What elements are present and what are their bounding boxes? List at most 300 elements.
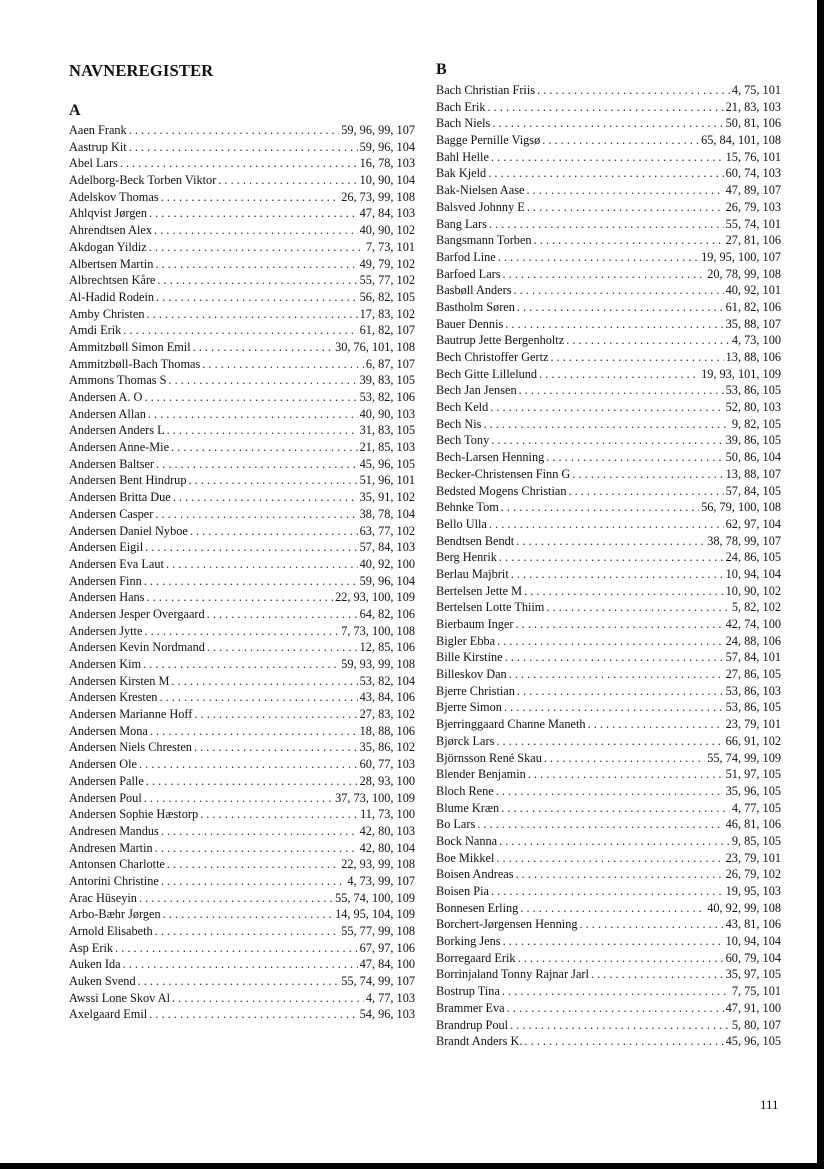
- dot-leader: [149, 239, 364, 256]
- entry-pages: 47, 84, 103: [359, 206, 415, 221]
- entry-pages: 43, 81, 106: [725, 917, 781, 932]
- dot-leader: [496, 733, 723, 750]
- entry-pages: 55, 74, 99, 107: [341, 974, 415, 989]
- index-entry: [69, 973, 415, 990]
- dot-leader: [518, 950, 724, 967]
- index-entry: [69, 256, 415, 273]
- index-entry: [69, 689, 415, 706]
- index-entry: [436, 483, 781, 500]
- entry-pages: 61, 82, 106: [725, 299, 781, 314]
- index-entry: [69, 523, 415, 540]
- dot-leader: [498, 249, 699, 266]
- entry-name: Amdi Erik: [69, 323, 122, 338]
- entry-name: Barfoed Lars: [436, 266, 501, 281]
- entry-pages: 31, 83, 105: [359, 423, 415, 438]
- index-entry: [69, 472, 415, 489]
- entry-pages: 60, 77, 103: [359, 757, 415, 772]
- entry-name: Auken Ida: [69, 957, 121, 972]
- index-entry: [69, 339, 415, 356]
- dot-leader: [166, 556, 358, 573]
- dot-leader: [161, 873, 346, 890]
- index-entry: [436, 366, 781, 383]
- entry-pages: 35, 96, 105: [725, 783, 781, 798]
- entry-pages: 7, 73, 101: [365, 239, 415, 254]
- dot-leader: [477, 816, 723, 833]
- entry-pages: 7, 73, 100, 108: [341, 623, 415, 638]
- dot-leader: [161, 189, 340, 206]
- dot-leader: [146, 589, 333, 606]
- entry-name: Bang Lars: [436, 216, 487, 231]
- index-entry: [436, 733, 781, 750]
- entry-name: Bedsted Mogens Christian: [436, 483, 567, 498]
- dot-leader: [154, 222, 358, 239]
- index-entry: [436, 933, 781, 950]
- index-entry: [436, 766, 781, 783]
- index-entry: [436, 800, 781, 817]
- dot-leader: [150, 723, 358, 740]
- entry-name: Andersen Anders L: [69, 423, 165, 438]
- entry-pages: 55, 77, 99, 108: [341, 924, 415, 938]
- entry-name: Ammitzbøll Simon Emil: [69, 339, 191, 354]
- index-entry: [69, 623, 415, 640]
- entry-name: Bo Lars: [436, 817, 476, 832]
- entry-name: Bagge Pernille Vigsø: [436, 133, 541, 148]
- index-entry: [436, 750, 781, 767]
- entry-pages: 50, 86, 104: [725, 450, 781, 465]
- entry-name: Andersen Kirsten M: [69, 673, 170, 688]
- entry-name: Bak-Nielsen Aase: [436, 183, 525, 198]
- entry-pages: 35, 88, 107: [725, 316, 781, 331]
- entry-name: Bech Gitte Lillelund: [436, 366, 538, 381]
- entry-pages: 64, 82, 106: [359, 606, 415, 621]
- entry-name: Bech Christoffer Gertz: [436, 350, 549, 364]
- entry-name: Brandt Anders K.: [436, 1034, 523, 1049]
- entry-name: Al-Hadid Rodein: [69, 289, 155, 304]
- entry-pages: 57, 84, 101: [725, 650, 781, 665]
- dot-leader: [497, 633, 724, 650]
- dot-leader: [188, 472, 357, 489]
- index-entry: [69, 406, 415, 423]
- dot-leader: [544, 750, 705, 767]
- entry-name: Bak Kjeld: [436, 166, 487, 181]
- index-entry: [69, 956, 415, 973]
- entry-name: Ahrendtsen Alex: [69, 223, 152, 238]
- index-entry: [69, 322, 415, 339]
- entry-pages: 4, 73, 100: [731, 333, 781, 348]
- index-entry: [69, 639, 415, 656]
- index-entry: [69, 356, 415, 373]
- entry-pages: 30, 76, 101, 108: [335, 339, 415, 354]
- entry-name: Bertelsen Lotte Thiim: [436, 600, 545, 615]
- dot-leader: [144, 623, 339, 640]
- entry-name: Andersen Kresten: [69, 690, 158, 705]
- dot-leader: [148, 406, 358, 423]
- entry-pages: 65, 84, 101, 108: [701, 133, 781, 148]
- entry-name: Behnke Tom: [436, 500, 499, 515]
- entry-pages: 60, 74, 103: [725, 166, 781, 181]
- entry-pages: 52, 80, 103: [725, 400, 781, 415]
- entry-name: Adelskov Thomas: [69, 189, 159, 204]
- index-entry: [436, 533, 781, 550]
- index-entry: [69, 756, 415, 773]
- entry-pages: 35, 86, 102: [359, 740, 415, 755]
- entry-name: Andersen Kim: [69, 657, 142, 671]
- dot-leader: [504, 699, 724, 716]
- dot-leader: [194, 739, 358, 756]
- entry-name: Bjørck Lars: [436, 733, 495, 748]
- entry-pages: 40, 90, 103: [359, 406, 415, 421]
- entry-pages: 39, 86, 105: [725, 433, 781, 448]
- index-entry: [69, 222, 415, 239]
- index-column-a: [69, 102, 415, 1023]
- dot-leader: [146, 773, 358, 790]
- entry-pages: 40, 90, 102: [359, 223, 415, 238]
- entry-name: Bech Nis: [436, 416, 482, 431]
- dot-leader: [161, 823, 358, 840]
- entry-name: Berlau Majbrit: [436, 566, 509, 581]
- index-entry: [436, 165, 781, 182]
- entry-name: Amby Christen: [69, 306, 145, 321]
- entry-name: Aastrup Kit: [69, 139, 127, 154]
- index-entry: [436, 583, 781, 600]
- entry-pages: 38, 78, 99, 107: [707, 533, 781, 548]
- index-entry: [69, 673, 415, 690]
- entry-pages: 20, 78, 99, 108: [707, 266, 781, 281]
- dot-leader: [534, 232, 724, 249]
- entry-pages: 35, 97, 105: [725, 967, 781, 982]
- dot-leader: [123, 956, 358, 973]
- entry-name: Andresen Martin: [69, 840, 153, 855]
- entry-name: Andersen Jesper Overgaard: [69, 606, 205, 621]
- entry-name: Andersen Anne-Mie: [69, 440, 170, 455]
- index-entry: [436, 699, 781, 716]
- dot-leader: [501, 499, 699, 516]
- entry-name: Andersen Eigil: [69, 540, 144, 555]
- entry-pages: 9, 82, 105: [731, 416, 781, 431]
- entry-pages: 4, 77, 103: [365, 990, 415, 1005]
- index-entry: [69, 723, 415, 740]
- entry-pages: 35, 91, 102: [359, 490, 415, 505]
- entry-pages: 47, 89, 107: [725, 183, 781, 198]
- entry-name: Andersen Daniel Nyboe: [69, 523, 188, 538]
- dot-leader: [546, 449, 723, 466]
- index-entry: [436, 432, 781, 449]
- entry-name: Bigler Ebba: [436, 633, 496, 648]
- index-entry: [69, 389, 415, 406]
- index-entry: [436, 399, 781, 416]
- dot-leader: [143, 656, 339, 673]
- dot-leader: [202, 356, 364, 373]
- index-entry: [436, 783, 781, 800]
- dot-leader: [524, 1033, 723, 1050]
- entry-pages: 17, 83, 102: [359, 306, 415, 321]
- dot-leader: [517, 683, 724, 700]
- entry-list-b: [436, 82, 781, 1050]
- entry-pages: 53, 86, 105: [725, 383, 781, 398]
- dot-leader: [163, 906, 333, 923]
- entry-name: Aaen Frank: [69, 123, 127, 137]
- entry-pages: 18, 88, 106: [359, 723, 415, 738]
- entry-pages: 42, 80, 103: [359, 823, 415, 838]
- index-entry: [436, 549, 781, 566]
- entry-name: Borrinjaland Tonny Rajnar Jarl: [436, 967, 589, 982]
- dot-leader: [172, 990, 364, 1007]
- entry-pages: 27, 86, 105: [725, 667, 781, 682]
- dot-leader: [156, 456, 358, 473]
- index-entry: [436, 683, 781, 700]
- entry-pages: 53, 82, 104: [359, 673, 415, 688]
- dot-leader: [492, 115, 723, 132]
- dot-leader: [503, 266, 706, 283]
- dot-leader: [190, 523, 358, 540]
- index-entry: [69, 172, 415, 189]
- dot-leader: [194, 706, 357, 723]
- entry-pages: 10, 94, 104: [725, 934, 781, 949]
- index-entry: [436, 82, 781, 99]
- dot-leader: [546, 599, 729, 616]
- dot-leader: [542, 132, 699, 149]
- index-entry: [69, 272, 415, 289]
- index-entry: [436, 566, 781, 583]
- index-entry: [69, 139, 415, 156]
- entry-name: Andersen Niels Chresten: [69, 740, 192, 755]
- index-entry: [69, 306, 415, 323]
- entry-pages: 4, 77, 105: [731, 800, 781, 815]
- dot-leader: [526, 182, 723, 199]
- entry-name: Boe Mikkel: [436, 850, 495, 865]
- entry-name: Akdogan Yildiz: [69, 239, 147, 254]
- index-entry: [69, 189, 415, 206]
- entry-pages: 56, 79, 100, 108: [701, 500, 781, 515]
- entry-pages: 56, 82, 105: [359, 289, 415, 304]
- dot-leader: [520, 900, 705, 917]
- entry-name: Bech-Larsen Henning: [436, 450, 545, 465]
- index-entry: [69, 806, 415, 823]
- entry-pages: 16, 78, 103: [359, 156, 415, 171]
- entry-name: Bille Kirstine: [436, 650, 503, 665]
- entry-pages: 53, 86, 105: [725, 700, 781, 715]
- dot-leader: [528, 766, 724, 783]
- entry-name: Andersen Jytte: [69, 623, 143, 638]
- entry-list-a: [69, 122, 415, 1023]
- entry-name: Bach Christian Friis: [436, 83, 536, 97]
- entry-pages: 12, 85, 106: [359, 640, 415, 655]
- index-column-b: [436, 61, 781, 1050]
- dot-leader: [155, 923, 340, 940]
- dot-leader: [516, 616, 724, 633]
- entry-pages: 67, 97, 106: [359, 940, 415, 955]
- index-entry: [69, 940, 415, 957]
- entry-name: Andersen Poul: [69, 790, 142, 805]
- dot-leader: [149, 205, 358, 222]
- index-entry: [69, 873, 415, 890]
- index-entry: [69, 122, 415, 139]
- entry-pages: 21, 83, 103: [725, 99, 781, 114]
- dot-leader: [167, 422, 358, 439]
- index-entry: [69, 506, 415, 523]
- entry-pages: 14, 95, 104, 109: [335, 907, 415, 922]
- dot-leader: [488, 165, 723, 182]
- index-entry: [69, 790, 415, 807]
- index-entry: [436, 1017, 781, 1034]
- index-entry: [436, 966, 781, 983]
- entry-pages: 39, 83, 105: [359, 373, 415, 388]
- entry-pages: 40, 92, 101: [725, 283, 781, 298]
- entry-name: Billeskov Dan: [436, 667, 507, 682]
- entry-pages: 40, 92, 100: [359, 556, 415, 571]
- index-entry: [436, 499, 781, 516]
- dot-leader: [490, 399, 723, 416]
- dot-leader: [568, 483, 723, 500]
- entry-name: Bastholm Søren: [436, 299, 515, 314]
- dot-leader: [507, 1000, 724, 1017]
- entry-pages: 59, 93, 99, 108: [341, 657, 415, 671]
- index-entry: [436, 382, 781, 399]
- dot-leader: [496, 850, 723, 867]
- entry-name: Bautrup Jette Bergenholtz: [436, 333, 565, 348]
- dot-leader: [505, 649, 724, 666]
- entry-pages: 26, 79, 103: [725, 199, 781, 214]
- index-entry: [436, 416, 781, 433]
- entry-name: Andersen Mona: [69, 723, 148, 738]
- entry-name: Bahl Helle: [436, 149, 489, 164]
- entry-name: Bangsmann Torben: [436, 233, 532, 248]
- entry-pages: 11, 73, 100: [360, 807, 415, 822]
- dot-leader: [155, 256, 357, 273]
- entry-name: Berg Henrik: [436, 550, 497, 565]
- dot-leader: [524, 583, 724, 600]
- entry-name: Adelborg-Beck Torben Viktor: [69, 173, 217, 188]
- entry-name: Balsved Johnny E: [436, 199, 525, 214]
- entry-pages: 9, 85, 105: [731, 833, 781, 848]
- entry-pages: 7, 75, 101: [731, 984, 781, 999]
- dot-leader: [514, 282, 724, 299]
- dot-leader: [527, 199, 724, 216]
- dot-leader: [149, 1006, 357, 1023]
- entry-name: Blume Kræn: [436, 800, 500, 815]
- index-entry: [436, 1000, 781, 1017]
- section-letter-b: B: [436, 61, 447, 78]
- index-entry: [436, 216, 781, 233]
- entry-name: Andersen Allan: [69, 406, 146, 421]
- entry-pages: 55, 74, 99, 109: [707, 750, 781, 765]
- entry-name: Borking Jens: [436, 934, 501, 949]
- entry-name: Barfod Line: [436, 249, 496, 264]
- index-entry: [69, 589, 415, 606]
- entry-pages: 62, 97, 104: [725, 516, 781, 531]
- entry-pages: 59, 96, 104: [359, 573, 415, 588]
- entry-pages: 19, 95, 100, 107: [701, 249, 781, 264]
- dot-leader: [499, 549, 724, 566]
- entry-pages: 28, 93, 100: [359, 773, 415, 788]
- entry-pages: 26, 79, 102: [725, 867, 781, 882]
- entry-name: Andersen A. O: [69, 390, 143, 404]
- dot-leader: [155, 506, 357, 523]
- dot-leader: [144, 790, 333, 807]
- entry-name: Asp Erik: [69, 940, 114, 955]
- index-entry: [436, 850, 781, 867]
- index-entry: [436, 916, 781, 933]
- index-entry: [436, 132, 781, 149]
- entry-name: Bostrup Tina: [436, 984, 500, 999]
- entry-name: Axelgaard Emil: [69, 1007, 148, 1022]
- index-entry: [436, 833, 781, 850]
- index-entry: [436, 299, 781, 316]
- dot-leader: [207, 606, 358, 623]
- dot-leader: [550, 349, 723, 366]
- entry-pages: 55, 74, 100, 109: [335, 890, 415, 905]
- entry-name: Ammitzbøll-Bach Thomas: [69, 356, 201, 371]
- index-entry: [69, 840, 415, 857]
- index-entry: [436, 199, 781, 216]
- entry-name: Andersen Marianne Hoff: [69, 707, 193, 722]
- dot-leader: [120, 155, 358, 172]
- index-entry: [69, 773, 415, 790]
- index-entry: [436, 316, 781, 333]
- entry-pages: 19, 95, 103: [725, 884, 781, 898]
- dot-leader: [591, 966, 724, 983]
- dot-leader: [580, 916, 724, 933]
- index-entry: [69, 706, 415, 723]
- index-entry: [436, 883, 781, 900]
- entry-pages: 22, 93, 100, 109: [335, 590, 415, 605]
- index-entry: [436, 466, 781, 483]
- index-entry: [69, 656, 415, 673]
- index-entry: [69, 606, 415, 623]
- entry-name: Bech Jan Jensen: [436, 383, 517, 398]
- dot-leader: [144, 573, 358, 590]
- entry-name: Bjerre Christian: [436, 683, 515, 698]
- entry-pages: 24, 88, 106: [725, 633, 781, 648]
- dot-leader: [572, 466, 723, 483]
- scan-edge-bottom: [0, 1163, 824, 1169]
- entry-pages: 57, 84, 103: [359, 540, 415, 555]
- entry-name: Boisen Andreas: [436, 867, 514, 882]
- dot-leader: [489, 216, 724, 233]
- entry-pages: 60, 79, 104: [725, 950, 781, 965]
- entry-name: Andersen Palle: [69, 773, 144, 788]
- entry-pages: 57, 84, 105: [725, 483, 781, 498]
- index-entry: [436, 149, 781, 166]
- entry-name: Auken Svend: [69, 974, 136, 989]
- dot-leader: [168, 372, 357, 389]
- dot-leader: [489, 516, 724, 533]
- dot-leader: [499, 833, 730, 850]
- dot-leader: [193, 339, 333, 356]
- entry-name: Antonsen Charlotte: [69, 857, 165, 872]
- entry-pages: 27, 81, 106: [725, 233, 781, 248]
- entry-name: Bjerre Simon: [436, 700, 502, 715]
- dot-leader: [115, 940, 358, 957]
- entry-name: Arbo-Bæhr Jørgen: [69, 907, 161, 922]
- dot-leader: [502, 983, 730, 1000]
- dot-leader: [516, 533, 705, 550]
- dot-leader: [144, 389, 357, 406]
- entry-pages: 51, 97, 105: [725, 767, 781, 782]
- entry-pages: 13, 88, 107: [725, 466, 781, 481]
- index-entry: [69, 906, 415, 923]
- dot-leader: [139, 756, 358, 773]
- entry-pages: 21, 85, 103: [359, 440, 415, 455]
- dot-leader: [207, 639, 358, 656]
- index-entry: [69, 990, 415, 1007]
- index-entry: [69, 456, 415, 473]
- page-number: 111: [760, 1097, 779, 1112]
- entry-pages: 23, 79, 101: [725, 850, 781, 865]
- entry-pages: 47, 84, 100: [359, 957, 415, 972]
- entry-name: Andersen Kevin Nordmand: [69, 640, 205, 655]
- index-entry: [436, 266, 781, 283]
